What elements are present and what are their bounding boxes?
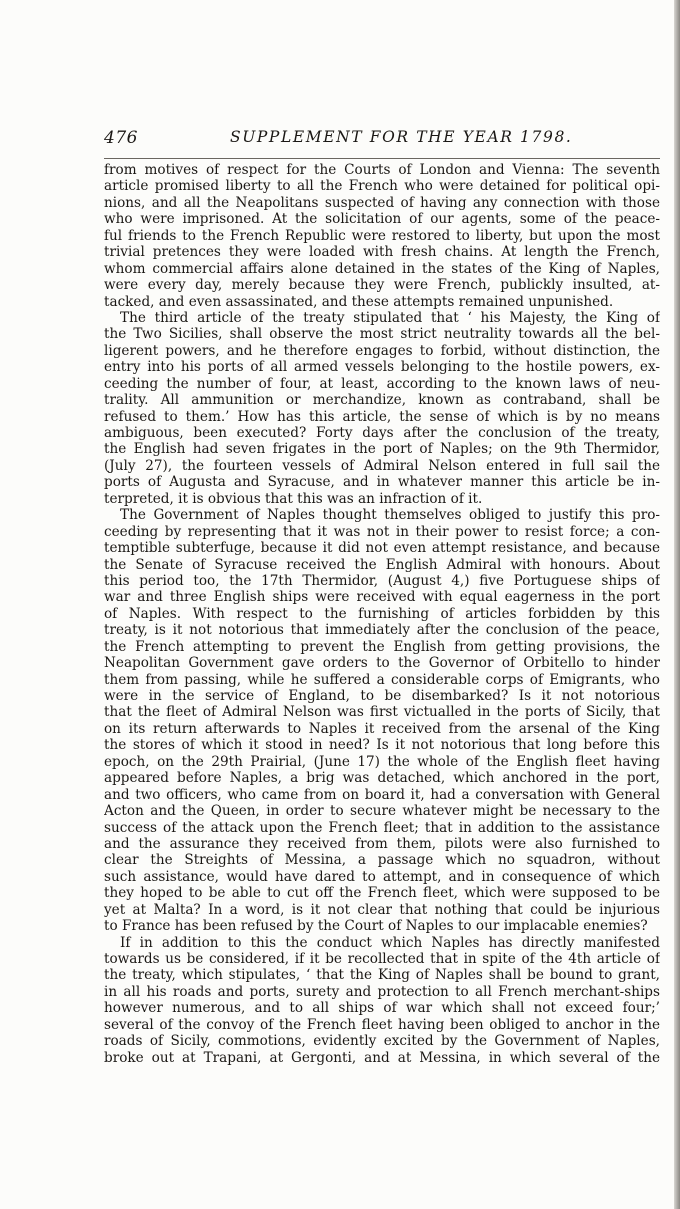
text-line: refused to them.’ How has this article, the sense of which is by no means — [104, 408, 660, 425]
header-rule — [104, 158, 660, 159]
body-text — [104, 162, 660, 1066]
page-edge-shadow — [674, 0, 680, 1209]
text-line: tacked, and even assassinated, and these attempts remained unpunished. — [104, 293, 614, 310]
text-line: were every day, merely because they were French, publickly insulted, at- — [104, 277, 660, 294]
text-line: of Naples. With respect to the furnishing of articles forbidden by this — [104, 605, 660, 622]
paragraph — [104, 310, 660, 507]
paragraph — [104, 935, 660, 1067]
text-line: the Senate of Syracuse received the English Admiral with honours. About — [104, 556, 660, 573]
text-line: in all his roads and ports, surety and protection to all French merchant-ships — [104, 983, 660, 1000]
text-line: ful friends to the French Republic were restored to liberty, but upon the most — [104, 227, 660, 244]
text-line: the French attempting to prevent the English from getting provisions, the — [104, 638, 660, 655]
text-line: several of the convoy of the French fleet having been obliged to anchor in the — [104, 1016, 660, 1033]
page-number: 476 — [104, 128, 138, 148]
text-line: The Government of Naples thought themselves obliged to justify this pro- — [120, 507, 660, 524]
text-line: terpreted, it is obvious that this was an infraction of it. — [104, 490, 483, 507]
text-line: were in the service of England, to be disembarked? Is it not notorious — [104, 688, 660, 704]
text-line: yet at Malta? In a word, is it not clear that nothing that could be injurious — [104, 901, 660, 918]
paragraph — [104, 162, 660, 310]
text-line: appeared before Naples, a brig was detached, which anchored in the port, — [104, 770, 660, 787]
text-line: they hoped to be able to cut off the French fleet, which were supposed to be — [104, 885, 660, 902]
text-line: ligerent powers, and he therefore engages to forbid, without distinction, the — [104, 342, 660, 359]
text-line: (July 27), the fourteen vessels of Admiral Nelson entered in full sail the — [104, 457, 660, 474]
text-line: trivial pretences they were loaded with fresh chains. At length the French, — [104, 244, 660, 261]
text-line: the Two Sicilies, shall observe the most strict neutrality towards all the bel- — [104, 326, 660, 343]
text-line: them from passing, while he suffered a considerable corps of Emigrants, who — [104, 671, 660, 688]
text-line: Neapolitan Government gave orders to the Governor of Orbitello to hinder — [104, 655, 660, 672]
text-line: whom commercial affairs alone detained in the states of the King of Naples, — [104, 260, 660, 277]
text-line: clear the Streights of Messina, a passage which no squadron, without — [104, 852, 660, 869]
text-line: The third article of the treaty stipulated that ‘ his Majesty, the King of — [120, 309, 660, 326]
text-line: however numerous, and to all ships of war which shall not exceed four;’ — [104, 1000, 660, 1017]
text-line: the stores of which it stood in need? Is it not notorious that long before this — [104, 737, 660, 754]
text-line: temptible subterfuge, because it did not even attempt resistance, and because — [104, 540, 660, 557]
text-line: epoch, on the 29th Prairial, (June 17) the whole of the English fleet having — [104, 753, 660, 770]
text-line: and two officers, who came from on board it, had a conversation with General — [104, 786, 660, 803]
text-line: this period too, the 17th Thermidor, (August 4,) five Portuguese ships of — [104, 572, 660, 589]
text-line: ambiguous, been executed? Forty days after the conclusion of the treaty, — [104, 425, 660, 441]
text-line: broke out at Trapani, at Gergonti, and at Messina, in which several of the — [104, 1049, 660, 1066]
text-line: that the fleet of Admiral Nelson was first victualled in the ports of Sicily, that — [104, 704, 660, 721]
text-line: the English had seven frigates in the port of Naples; on the 9th Thermidor, — [104, 441, 660, 458]
text-line: treaty, is it not notorious that immediately after the conclusion of the peace, — [104, 622, 660, 639]
text-line: trality. All ammunition or merchandize, known as contraband, shall be — [104, 392, 660, 409]
text-line: nions, and all the Neapolitans suspected of having any connection with those — [104, 194, 660, 211]
text-line: who were imprisoned. At the solicitation of our agents, some of the peace- — [104, 211, 660, 228]
text-line: to France has been refused by the Court of Naples to our implacable enemies? — [104, 918, 648, 935]
text-line: If in addition to this the conduct which Naples has directly manifested — [120, 934, 660, 951]
text-line: Acton and the Queen, in order to secure whatever might be necessary to the — [104, 803, 660, 820]
text-line: and the assurance they received from them, pilots were also furnished to — [104, 835, 660, 852]
text-line: on its return afterwards to Naples it received from the arsenal of the King — [104, 720, 660, 737]
paragraph — [104, 507, 660, 934]
text-line: article promised liberty to all the French who were detained for political opi- — [104, 178, 660, 195]
text-line: such assistance, would have dared to attempt, and in consequence of which — [104, 868, 660, 885]
page-header — [104, 128, 664, 150]
text-line: ceeding the number of four, at least, according to the known laws of neu- — [104, 375, 660, 392]
text-line: ceeding by representing that it was not in their power to resist force; a con- — [104, 523, 660, 540]
text-line: the treaty, which stipulates, ‘ that the King of Naples shall be bound to grant, — [104, 967, 660, 984]
text-line: towards us be considered, if it be recollected that in spite of the 4th article of — [104, 951, 660, 967]
text-line: roads of Sicily, commotions, evidently excited by the Government of Naples, — [104, 1033, 660, 1050]
text-line: success of the attack upon the French fleet; that in addition to the assistance — [104, 819, 660, 836]
text-line: ports of Augusta and Syracuse, and in whatever manner this article be in- — [104, 474, 660, 491]
text-line: war and three English ships were received with equal eagerness in the port — [104, 589, 660, 606]
text-line: from motives of respect for the Courts of London and Vienna: The seventh — [104, 162, 660, 178]
running-title: SUPPLEMENT FOR THE YEAR 1798. — [230, 128, 573, 146]
text-line: entry into his ports of all armed vessels belonging to the hostile powers, ex- — [104, 359, 660, 376]
